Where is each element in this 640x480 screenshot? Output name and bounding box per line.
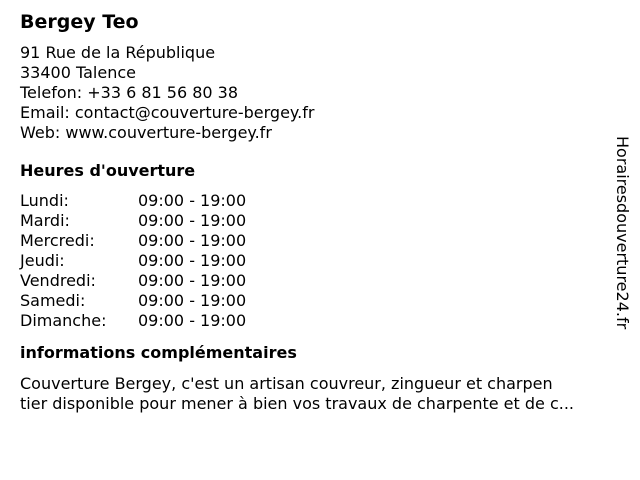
hours-time: 09:00 - 19:00 — [138, 251, 247, 270]
hours-time: 09:00 - 19:00 — [138, 311, 247, 330]
hours-row-sunday — [20, 311, 616, 331]
hours-row-thursday — [20, 251, 616, 271]
hours-day: Samedi: — [20, 291, 86, 310]
business-card — [20, 10, 616, 414]
hours-row-friday — [20, 271, 616, 291]
hours-time: 09:00 - 19:00 — [138, 211, 247, 230]
description-line: Couverture Bergey, c'est un artisan couvreur, zingueur et charpen — [20, 374, 553, 393]
hours-day: Mercredi: — [20, 231, 95, 250]
address-street: 91 Rue de la République — [20, 43, 216, 62]
hours-day: Lundi: — [20, 191, 69, 210]
address-city: 33400 Talence — [20, 63, 136, 82]
business-name: Bergey Teo — [20, 11, 139, 33]
email-line: Email: contact@couverture-bergey.fr — [20, 103, 315, 122]
hours-row-tuesday — [20, 211, 616, 231]
contact-block — [20, 43, 616, 143]
hours-table — [20, 191, 616, 331]
hours-time: 09:00 - 19:00 — [138, 271, 247, 290]
hours-day: Jeudi: — [20, 251, 65, 270]
hours-row-wednesday — [20, 231, 616, 251]
description-line: tier disponible pour mener à bien vos travaux de charpente et de c... — [20, 394, 575, 413]
hours-row-saturday — [20, 291, 616, 311]
hours-day: Dimanche: — [20, 311, 107, 330]
extra-info-heading: informations complémentaires — [20, 343, 297, 362]
business-description — [20, 374, 622, 414]
hours-row-monday — [20, 191, 616, 211]
web-line: Web: www.couverture-bergey.fr — [20, 123, 272, 142]
hours-time: 09:00 - 19:00 — [138, 291, 247, 310]
hours-time: 09:00 - 19:00 — [138, 231, 247, 250]
hours-day: Vendredi: — [20, 271, 96, 290]
phone-line: Telefon: +33 6 81 56 80 38 — [20, 83, 239, 102]
site-watermark: Horairesdouverture24.fr — [613, 136, 632, 330]
hours-time: 09:00 - 19:00 — [138, 191, 247, 210]
hours-day: Mardi: — [20, 211, 70, 230]
hours-heading: Heures d'ouverture — [20, 161, 196, 180]
